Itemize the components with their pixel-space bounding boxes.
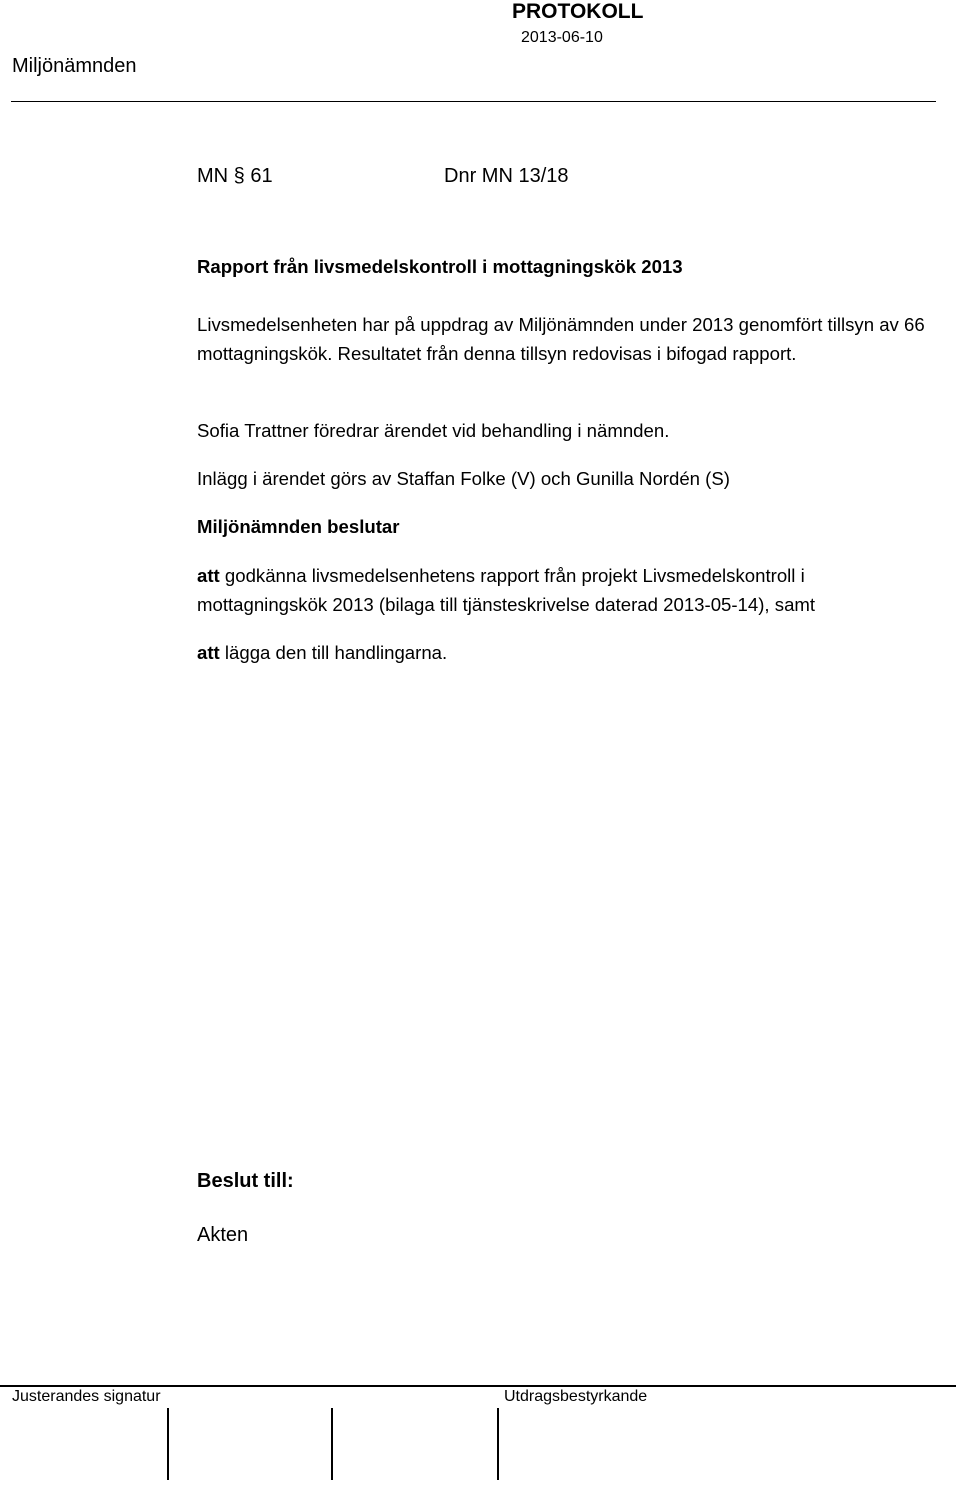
document-date: 2013-06-10 — [521, 29, 603, 46]
distribution-label: Beslut till: — [197, 1170, 294, 1192]
clause-keyword: att — [197, 565, 220, 586]
paragraph-number: MN § 61 — [197, 165, 273, 187]
decision-heading: Miljönämnden beslutar — [197, 516, 400, 537]
clause-text: godkänna livsmedelsenhetens rapport från projekt Livsmedelskontroll i mottagningskök 2013 (bilaga till tjänsteskrivelse daterad 2013-05-14), samt — [197, 565, 816, 615]
decision-clause — [197, 638, 927, 667]
footer-divider — [0, 1385, 956, 1387]
signature-label: Justerandes signatur — [12, 1388, 161, 1405]
header-divider — [11, 101, 936, 102]
organization-name: Miljönämnden — [12, 55, 137, 77]
distribution-recipient: Akten — [197, 1224, 249, 1246]
signature-box-divider — [167, 1408, 169, 1480]
document-type: PROTOKOLL — [512, 0, 644, 23]
decision-clause — [197, 561, 927, 619]
extract-certification-label: Utdragsbestyrkande — [504, 1388, 648, 1405]
signature-box-divider — [331, 1408, 333, 1480]
clause-text: lägga den till handlingarna. — [219, 642, 448, 663]
diary-number: Dnr MN 13/18 — [444, 165, 569, 187]
signature-box-divider — [497, 1408, 499, 1480]
case-title: Rapport från livsmedelskontroll i mottagningskök 2013 — [197, 256, 683, 277]
case-description: Livsmedelsenheten har på uppdrag av Miljönämnden under 2013 genomfört tillsyn av 66 mottagningskök. Resultatet från denna tillsyn redovisas i bifogad rapport. — [197, 314, 925, 364]
clause-keyword: att — [197, 642, 220, 663]
presenter-note: Sofia Trattner föredrar ärendet vid behandling i nämnden. — [197, 420, 670, 441]
contributions-note: Inlägg i ärendet görs av Staffan Folke (V) och Gunilla Nordén (S) — [197, 468, 730, 489]
